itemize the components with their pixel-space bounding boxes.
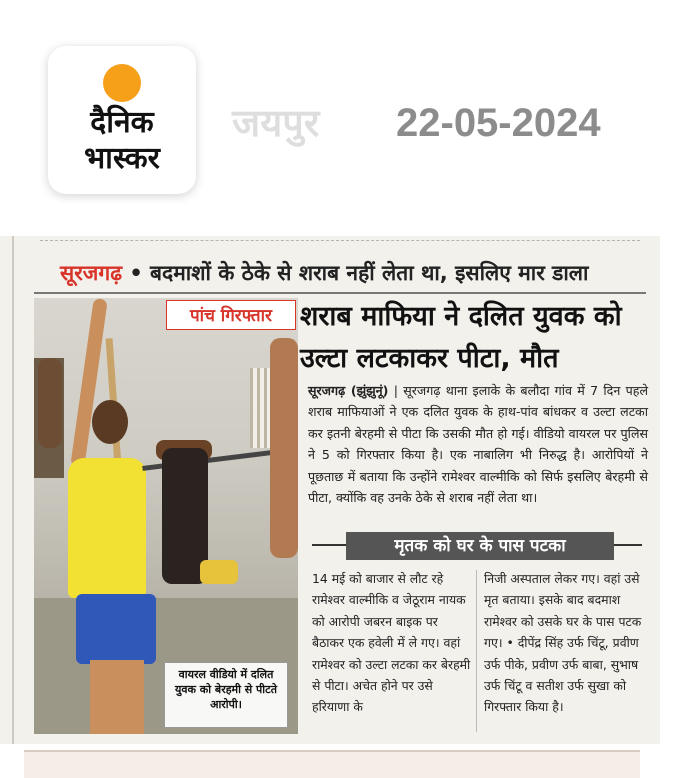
photo-raised-arm xyxy=(70,298,108,468)
arrest-tag: पांच गिरफ्तार xyxy=(166,300,296,330)
article-column-1: 14 मई को बाजार से लौट रहे रामेश्वर वाल्मीकि व जेठूराम नायक को आरोपी जबरन बाइक पर बैठाकर एक हवेली में ले गए। वहां रामेश्वर को उल्टा लटका कर बेरहमी से पीटा। अचेत होने पर उसे हरियाणा के xyxy=(312,571,471,715)
column-divider xyxy=(476,570,477,732)
edition-date: 22-05-2024 xyxy=(396,101,601,145)
next-clipping-edge xyxy=(24,750,640,778)
article-subhead: मृतक को घर के पास पटका xyxy=(346,532,614,560)
photo-man-head xyxy=(92,400,128,444)
photo-man-legs xyxy=(90,660,144,734)
article-intro-text: | सूरजगढ़ थाना इलाके के बलौदा गांव में 7 दिन पहले शराब माफियाओं ने एक दलित युवक के हाथ-पांव बांधकर व उल्टा लटका कर इतनी बेरहमी से पीटा कि उसकी मौत हो गई। वीडियो वायरल पर पुलिस ने 5 को गिरफ्तार किया है। एक नाबालिग भी निरुद्ध है। आरोपियों ने पूछताछ में बताया कि उन्होंने रामेश्वर वाल्मीकि को सिर्फ इसलिए बेरहमी से पीटा, क्योंकि वह उनके ठेके से शराब नहीं लेता था। xyxy=(308,383,648,506)
kicker-text: • बदमाशों के ठेके से शराब नहीं लेता था, इसलिए मार डाला xyxy=(122,261,589,285)
photo-right-man xyxy=(270,338,298,558)
article-column-2: निजी अस्पताल लेकर गए। वहां उसे मृत बताया। इसके बाद बदमाश रामेश्वर को उसके घर के पास पटक गए। • दीपेंद्र सिंह उर्फ चिंटू, प्रवीण उर्फ पीके, प्रवीण उर्फ बाबा, सुभाष उर्फ चिंटू व सतीश उर्फ सुखा को गिरफ्तार किया है। xyxy=(484,571,642,715)
logo-sun-icon xyxy=(103,64,141,102)
article-kicker xyxy=(60,258,650,288)
photo-cloth xyxy=(200,560,238,584)
kicker-rule xyxy=(34,292,646,294)
photo-man-shorts xyxy=(76,594,156,664)
kicker-place: सूरजगढ़ xyxy=(60,261,123,285)
logo-text-line1: दैनिक xyxy=(90,105,154,140)
photo-caption: वायरल वीडियो में दलित युवक को बेरहमी से पीटते आरोपी। xyxy=(164,662,288,728)
article-dateline: सूरजगढ़ (झुंझुनूं) xyxy=(308,383,389,398)
article-intro xyxy=(308,380,648,508)
clipping-edge xyxy=(12,236,14,744)
photo-man-yellow-shirt xyxy=(68,458,146,598)
logo-text-line2: भास्कर xyxy=(84,141,160,176)
article-headline: शराब माफिया ने दलित युवक को उल्टा लटकाकर पीटा, मौत xyxy=(300,301,622,374)
app-logo[interactable] xyxy=(48,46,196,194)
photo-bystander xyxy=(38,358,62,448)
edition-city: जयपुर xyxy=(232,101,320,145)
clipping-top-line xyxy=(40,240,640,244)
